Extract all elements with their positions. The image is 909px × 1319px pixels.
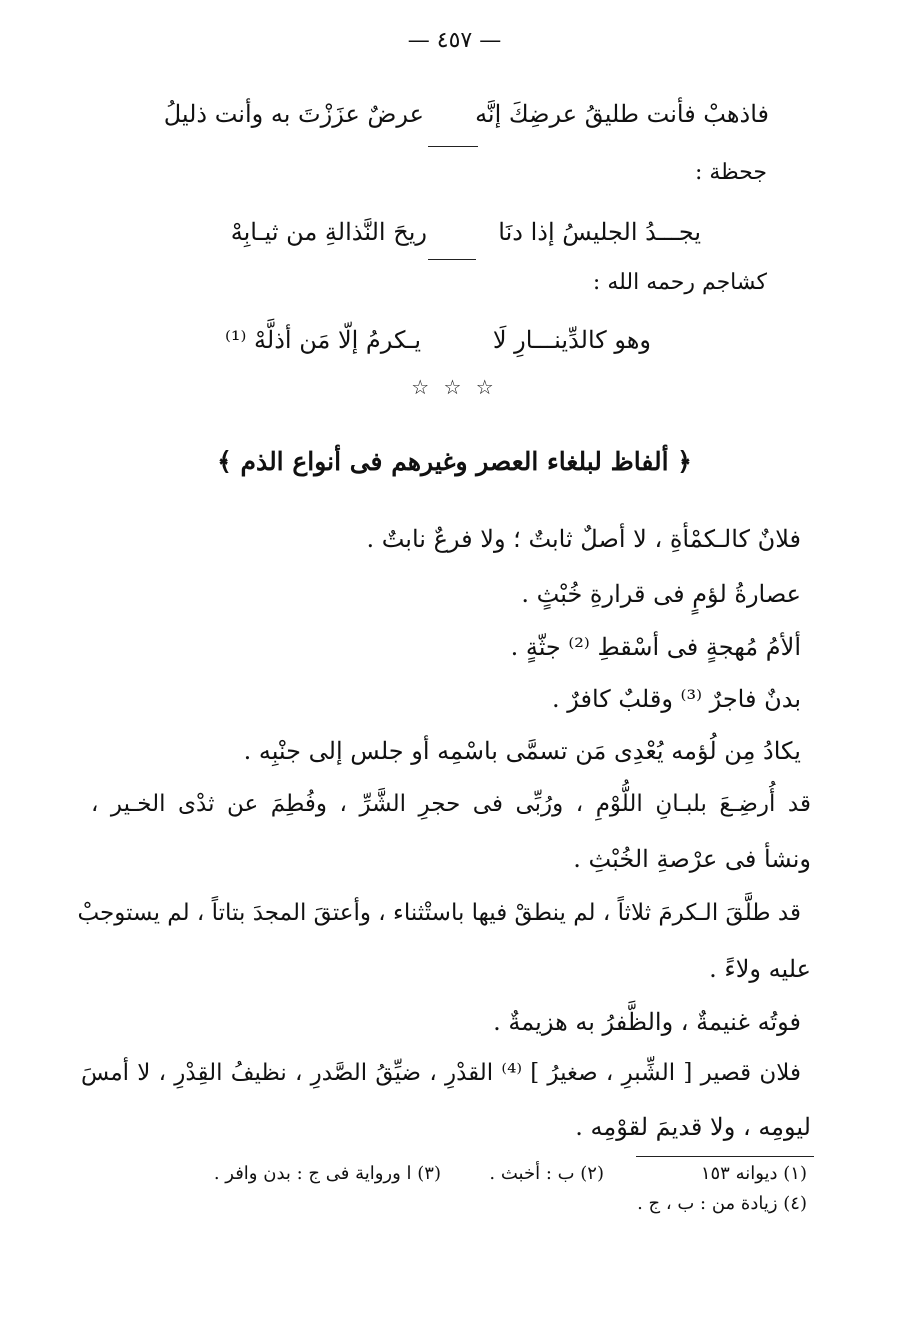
prose-line-1: فلانٌ كالـكمْأةِ ، لا أصلٌ ثابتٌ ؛ ولا فرعٌ نابتٌ . — [366, 525, 801, 553]
footnote-1: (١) ديوانه ١٥٣ — [700, 1163, 807, 1184]
footnote-2: (٢) ب : أخبث . — [489, 1163, 604, 1184]
verse-2-second-hemistich: ريحَ النَّذالةِ من ثيـابِهْ — [230, 218, 427, 246]
prose-line-11: فلان قصير [ الشِّبرِ ، صغيرُ ] ⁽⁴⁾ القدْرِ ، ضيِّقُ الصَّدرِ ، نظيفُ القِدْرِ ، لا أمسَ — [81, 1060, 802, 1086]
prose-line-2: عصارةُ لؤمٍ فى قرارةِ خُبْثٍ . — [521, 580, 801, 608]
footnote-3: (٣) ا ورواية فى ج : بدن وافر . — [213, 1163, 441, 1184]
prose-line-10: فوتُه غنيمةٌ ، والظَّفرُ به هزيمةٌ . — [493, 1008, 801, 1036]
prose-line-8: قد طلَّقَ الـكرمَ ثلاثاً ، لم ينطقْ فيها باستْثناء ، وأعتقَ المجدَ بتاتاً ، لم يستوجبْ — [77, 900, 801, 926]
prose-line-7: ونشأ فى عرْصةِ الخُبْثِ . — [573, 845, 811, 873]
verse-3-second-hemistich: يـكرمُ إلّا مَن أذلَّهْ ⁽¹⁾ — [224, 326, 421, 354]
verse-1-first-hemistich: فاذهبْ فأنت طليقُ عرضِكَ إنَّه — [475, 100, 769, 128]
poet-name-jahza: جحظة : — [694, 160, 767, 185]
verse-2-first-hemistich: يجـــدُ الجليسُ إذا دنَا — [498, 218, 701, 246]
prose-line-6: قد أُرضِـعَ بلبـانِ اللُّوْمِ ، ورُبِّى فى حجرِ الشَّرِّ ، وفُطِمَ عن ثدْى الخـير ، — [91, 791, 811, 817]
prose-line-12: ليومِه ، ولا قديمَ لقوْمِه . — [575, 1113, 811, 1141]
prose-line-3: ألأمُ مُهجةٍ فى أسْقطِ ⁽²⁾ جثّةٍ . — [510, 633, 801, 661]
verse-1-divider — [428, 146, 478, 147]
page-number: — ٤٥٧ — — [407, 28, 502, 53]
verse-2-divider — [428, 259, 476, 260]
footnote-4: (٤) زيادة من : ب ، ج . — [637, 1193, 807, 1214]
footnote-rule — [636, 1156, 814, 1157]
verse-1-second-hemistich: عرضٌ عزَزْتَ به وأنت ذليلُ — [163, 100, 424, 128]
section-heading: ﴿ ألفاظ لبلغاء العصر وغيرهم فى أنواع الذم ﴾ — [217, 447, 692, 476]
section-separator: ☆ ☆ ☆ — [411, 375, 498, 399]
poet-name-kushajim: كشاجم رحمه الله : — [592, 270, 767, 295]
prose-line-4: بدنٌ فاجرٌ ⁽³⁾ وقلبٌ كافرٌ . — [552, 685, 801, 713]
prose-line-5: يكادُ مِن لُؤمه يُعْدِى مَن تسمَّى باسْمِه أو جلس إلى جنْبِه . — [243, 737, 801, 765]
prose-line-9: عليه ولاءً . — [709, 955, 811, 983]
verse-3-first-hemistich: وهو كالدِّينـــارِ لَا — [492, 326, 651, 354]
